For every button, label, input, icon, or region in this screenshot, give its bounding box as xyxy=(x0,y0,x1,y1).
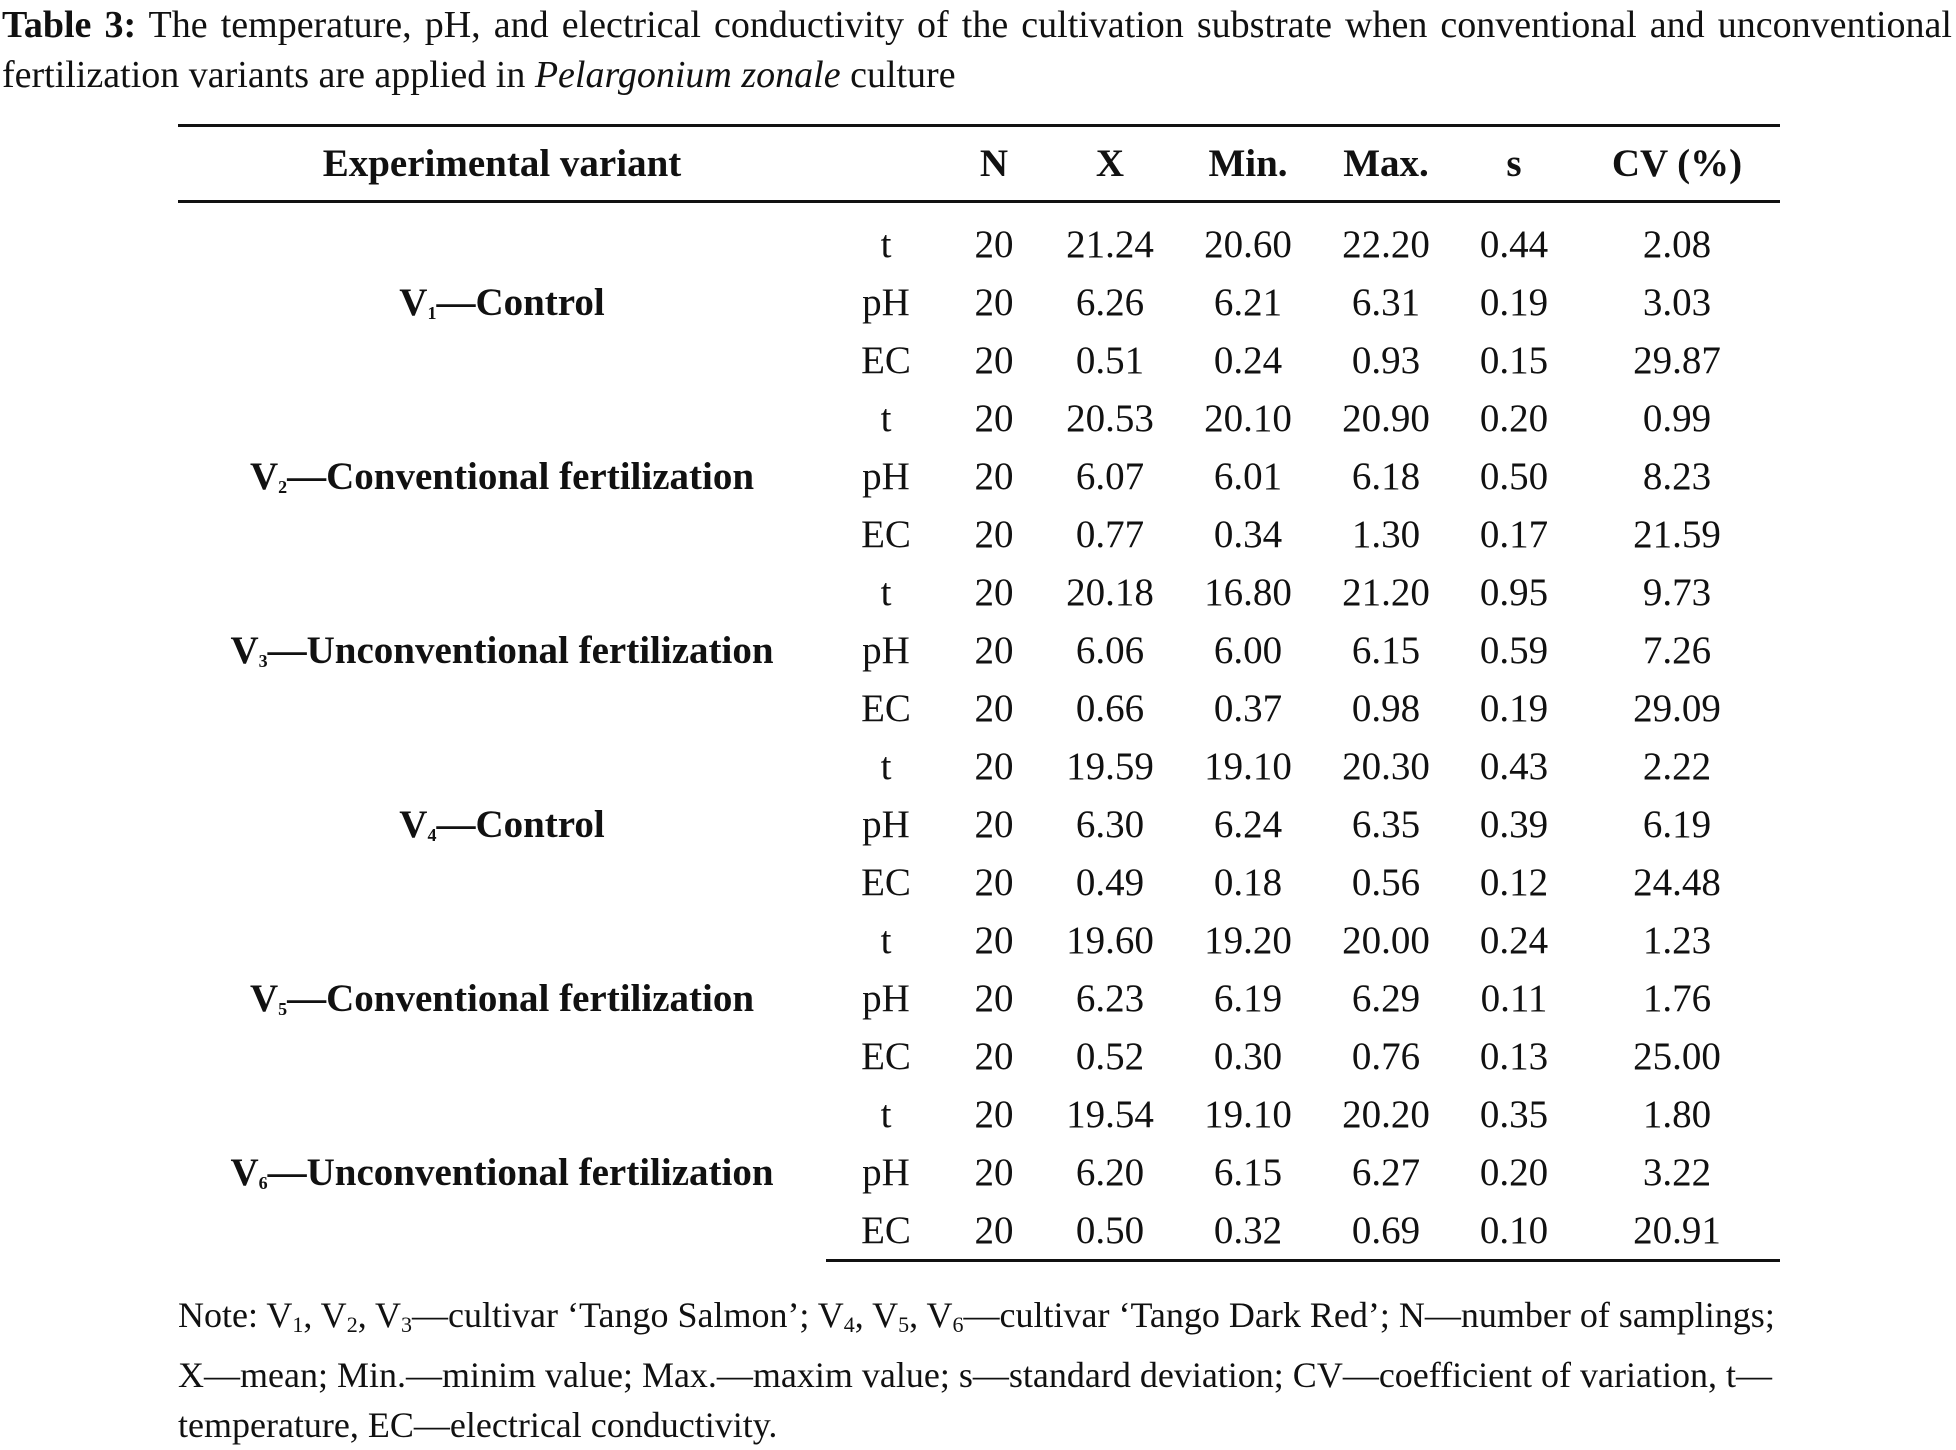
sd-cell: 0.17 xyxy=(1479,512,1549,556)
param-cell: EC xyxy=(861,686,911,730)
note-text: , V xyxy=(854,1295,899,1335)
min-cell: 19.20 xyxy=(1204,918,1292,962)
param-cell: EC xyxy=(861,1034,911,1078)
variant-prefix: V xyxy=(249,454,279,498)
variant-prefix: V xyxy=(230,1151,259,1195)
n-cell: 20 xyxy=(974,628,1014,672)
variant-name: —Control xyxy=(436,802,605,846)
mean-cell: 0.50 xyxy=(1042,1201,1178,1261)
n-cell: 20 xyxy=(974,222,1014,266)
cv-cell: 2.22 xyxy=(1642,744,1712,788)
param-cell: pH xyxy=(862,280,910,324)
note-subscript: 2 xyxy=(346,1312,358,1337)
param-cell: EC xyxy=(826,1201,946,1261)
max-cell: 0.76 xyxy=(1351,1034,1421,1078)
mean-cell: 6.30 xyxy=(1075,802,1145,846)
mean-cell: 20.18 xyxy=(1066,570,1154,614)
min-cell: 19.10 xyxy=(1204,744,1292,788)
variant-name: —Control xyxy=(436,280,605,324)
cv-cell: 25.00 xyxy=(1633,1034,1721,1078)
param-cell: pH xyxy=(862,628,910,672)
variant-number: 1 xyxy=(427,302,437,323)
variant-label xyxy=(178,215,826,389)
n-cell: 20 xyxy=(974,918,1014,962)
cv-cell: 24.48 xyxy=(1633,860,1721,904)
caption-species: Pelargonium zonale xyxy=(534,54,841,96)
spacer-row xyxy=(178,202,1780,216)
variant-number: 3 xyxy=(258,650,268,671)
sd-cell: 0.24 xyxy=(1479,918,1549,962)
variant-prefix: V xyxy=(399,280,428,324)
max-cell: 21.20 xyxy=(1342,570,1430,614)
cv-cell: 20.91 xyxy=(1574,1201,1780,1261)
max-cell: 6.35 xyxy=(1351,802,1421,846)
sd-cell: 0.50 xyxy=(1479,454,1549,498)
header-row xyxy=(178,126,1780,202)
cv-cell: 7.26 xyxy=(1642,628,1712,672)
n-cell: 20 xyxy=(974,744,1014,788)
caption-label: Table 3: xyxy=(2,4,137,46)
header-max: Max. xyxy=(1318,126,1454,202)
cv-cell: 1.76 xyxy=(1642,976,1712,1020)
n-cell: 20 xyxy=(974,512,1014,556)
caption-text-end: culture xyxy=(840,54,956,96)
cv-cell: 1.80 xyxy=(1642,1092,1712,1136)
cv-cell: 6.19 xyxy=(1642,802,1712,846)
table-body xyxy=(178,202,1780,1261)
mean-cell: 6.07 xyxy=(1075,454,1145,498)
variant-prefix: V xyxy=(230,628,259,672)
sd-cell: 0.44 xyxy=(1479,222,1549,266)
sd-cell: 0.59 xyxy=(1479,628,1549,672)
header-cv: CV (%) xyxy=(1574,126,1780,202)
sd-cell: 0.19 xyxy=(1479,280,1549,324)
header-n: N xyxy=(946,126,1042,202)
param-cell: EC xyxy=(861,860,911,904)
max-cell: 0.98 xyxy=(1351,686,1421,730)
mean-cell: 21.24 xyxy=(1066,222,1154,266)
mean-cell: 19.54 xyxy=(1066,1092,1154,1136)
mean-cell: 0.66 xyxy=(1075,686,1145,730)
n-cell: 20 xyxy=(974,570,1014,614)
data-table xyxy=(178,124,1780,1262)
mean-cell: 6.23 xyxy=(1075,976,1145,1020)
note-subscript: 3 xyxy=(401,1312,413,1337)
max-cell: 20.20 xyxy=(1342,1092,1430,1136)
variant-label xyxy=(178,1085,826,1261)
sd-cell: 0.39 xyxy=(1479,802,1549,846)
param-cell: t xyxy=(880,1092,892,1136)
cv-cell: 21.59 xyxy=(1633,512,1721,556)
variant-number: 2 xyxy=(278,476,288,497)
max-cell: 20.30 xyxy=(1342,744,1430,788)
note-subscript: 1 xyxy=(292,1312,304,1337)
max-cell: 6.29 xyxy=(1351,976,1421,1020)
n-cell: 20 xyxy=(974,802,1014,846)
min-cell: 0.30 xyxy=(1213,1034,1283,1078)
sd-cell: 0.20 xyxy=(1479,396,1549,440)
param-cell: t xyxy=(880,570,892,614)
min-cell: 16.80 xyxy=(1204,570,1292,614)
n-cell: 20 xyxy=(974,686,1014,730)
n-cell: 20 xyxy=(974,396,1014,440)
table-row xyxy=(178,911,1780,969)
param-cell: t xyxy=(880,396,892,440)
mean-cell: 0.77 xyxy=(1075,512,1145,556)
param-cell: t xyxy=(880,222,892,266)
variant-prefix: V xyxy=(399,802,428,846)
header-sd: s xyxy=(1454,126,1574,202)
note-subscript: 6 xyxy=(952,1312,964,1337)
min-cell: 20.10 xyxy=(1204,396,1292,440)
variant-number: 4 xyxy=(427,824,437,845)
min-cell: 6.15 xyxy=(1213,1150,1283,1194)
max-cell: 6.15 xyxy=(1351,628,1421,672)
min-cell: 6.19 xyxy=(1213,976,1283,1020)
param-cell: pH xyxy=(862,802,910,846)
cv-cell: 3.03 xyxy=(1642,280,1712,324)
cv-cell: 2.08 xyxy=(1642,222,1712,266)
note-text: , V xyxy=(357,1295,402,1335)
note-text: , V xyxy=(909,1295,953,1335)
header-mean: X xyxy=(1042,126,1178,202)
variant-prefix: V xyxy=(249,976,279,1020)
min-cell: 0.37 xyxy=(1213,686,1283,730)
header-param xyxy=(826,126,946,202)
min-cell: 6.24 xyxy=(1213,802,1283,846)
note-text: —cultivar ‘Tango Dark Red’; N—number of samplings; X—mean; Min.—minim value; Max.—maxim value; s—standard deviation; CV—coefficient of variation, t—temperature, EC—electrical conductivity. xyxy=(178,1295,1775,1445)
note-subscript: 4 xyxy=(843,1312,855,1337)
max-cell: 6.27 xyxy=(1351,1150,1421,1194)
param-cell: t xyxy=(880,918,892,962)
min-cell: 20.60 xyxy=(1204,222,1292,266)
sd-cell: 0.19 xyxy=(1479,686,1549,730)
header-variant: Experimental variant xyxy=(178,126,826,202)
sd-cell: 0.35 xyxy=(1479,1092,1549,1136)
mean-cell: 0.52 xyxy=(1075,1034,1145,1078)
mean-cell: 6.20 xyxy=(1075,1150,1145,1194)
note-text: , V xyxy=(303,1295,347,1335)
variant-name: —Conventional fertilization xyxy=(287,976,755,1020)
table-caption xyxy=(2,0,1952,100)
sd-cell: 0.15 xyxy=(1479,338,1549,382)
sd-cell: 0.13 xyxy=(1479,1034,1549,1078)
cv-cell: 3.22 xyxy=(1642,1150,1712,1194)
cv-cell: 29.87 xyxy=(1633,338,1721,382)
min-cell: 6.01 xyxy=(1213,454,1283,498)
n-cell: 20 xyxy=(974,454,1014,498)
param-cell: t xyxy=(880,744,892,788)
min-cell: 0.18 xyxy=(1213,860,1283,904)
n-cell: 20 xyxy=(974,280,1014,324)
n-cell: 20 xyxy=(974,860,1014,904)
variant-name: —Unconventional fertilization xyxy=(267,1151,774,1195)
param-cell: pH xyxy=(862,1150,910,1194)
max-cell: 20.90 xyxy=(1342,396,1430,440)
n-cell: 20 xyxy=(974,1092,1014,1136)
max-cell: 22.20 xyxy=(1342,222,1430,266)
mean-cell: 6.26 xyxy=(1075,280,1145,324)
mean-cell: 0.51 xyxy=(1075,338,1145,382)
caption-text: The temperature, pH, and electrical conductivity of the cultivation substrate when conventional and unconventional fertilization variants are applied in xyxy=(2,4,1952,96)
min-cell: 19.10 xyxy=(1204,1092,1292,1136)
min-cell: 6.00 xyxy=(1213,628,1283,672)
max-cell: 0.69 xyxy=(1318,1201,1454,1261)
cv-cell: 0.99 xyxy=(1642,396,1712,440)
sd-cell: 0.43 xyxy=(1479,744,1549,788)
mean-cell: 20.53 xyxy=(1066,396,1154,440)
table-row xyxy=(178,215,1780,273)
min-cell: 0.32 xyxy=(1178,1201,1318,1261)
param-cell: pH xyxy=(862,454,910,498)
table-note xyxy=(178,1290,1780,1450)
min-cell: 6.21 xyxy=(1213,280,1283,324)
sd-cell: 0.10 xyxy=(1454,1201,1574,1261)
mean-cell: 19.60 xyxy=(1066,918,1154,962)
header-min: Min. xyxy=(1178,126,1318,202)
n-cell: 20 xyxy=(974,976,1014,1020)
min-cell: 0.24 xyxy=(1213,338,1283,382)
cv-cell: 29.09 xyxy=(1633,686,1721,730)
variant-label xyxy=(178,911,826,1085)
note-text: Note: V xyxy=(178,1295,293,1335)
param-cell: EC xyxy=(861,338,911,382)
max-cell: 6.18 xyxy=(1351,454,1421,498)
max-cell: 0.56 xyxy=(1351,860,1421,904)
sd-cell: 0.95 xyxy=(1479,570,1549,614)
mean-cell: 6.06 xyxy=(1075,628,1145,672)
table-row xyxy=(178,737,1780,795)
variant-label xyxy=(178,563,826,737)
cv-cell: 1.23 xyxy=(1642,918,1712,962)
param-cell: pH xyxy=(862,976,910,1020)
variant-name: —Unconventional fertilization xyxy=(267,628,774,672)
note-subscript: 5 xyxy=(898,1312,910,1337)
n-cell: 20 xyxy=(974,338,1014,382)
table-row xyxy=(178,1085,1780,1143)
max-cell: 20.00 xyxy=(1342,918,1430,962)
variant-label xyxy=(178,737,826,911)
sd-cell: 0.11 xyxy=(1480,976,1548,1020)
param-cell: EC xyxy=(861,512,911,556)
table-row xyxy=(178,563,1780,621)
variant-name: —Conventional fertilization xyxy=(287,454,755,498)
max-cell: 1.30 xyxy=(1351,512,1421,556)
table-row xyxy=(178,389,1780,447)
max-cell: 6.31 xyxy=(1351,280,1421,324)
variant-number: 6 xyxy=(258,1173,268,1194)
n-cell: 20 xyxy=(974,1034,1014,1078)
max-cell: 0.93 xyxy=(1351,338,1421,382)
sd-cell: 0.20 xyxy=(1479,1150,1549,1194)
n-cell: 20 xyxy=(946,1201,1042,1261)
cv-cell: 9.73 xyxy=(1642,570,1712,614)
mean-cell: 19.59 xyxy=(1066,744,1154,788)
variant-number: 5 xyxy=(278,998,288,1019)
mean-cell: 0.49 xyxy=(1075,860,1145,904)
note-text: —cultivar ‘Tango Salmon’; V xyxy=(412,1295,844,1335)
n-cell: 20 xyxy=(974,1150,1014,1194)
sd-cell: 0.12 xyxy=(1479,860,1549,904)
cv-cell: 8.23 xyxy=(1642,454,1712,498)
min-cell: 0.34 xyxy=(1213,512,1283,556)
variant-label xyxy=(178,389,826,563)
